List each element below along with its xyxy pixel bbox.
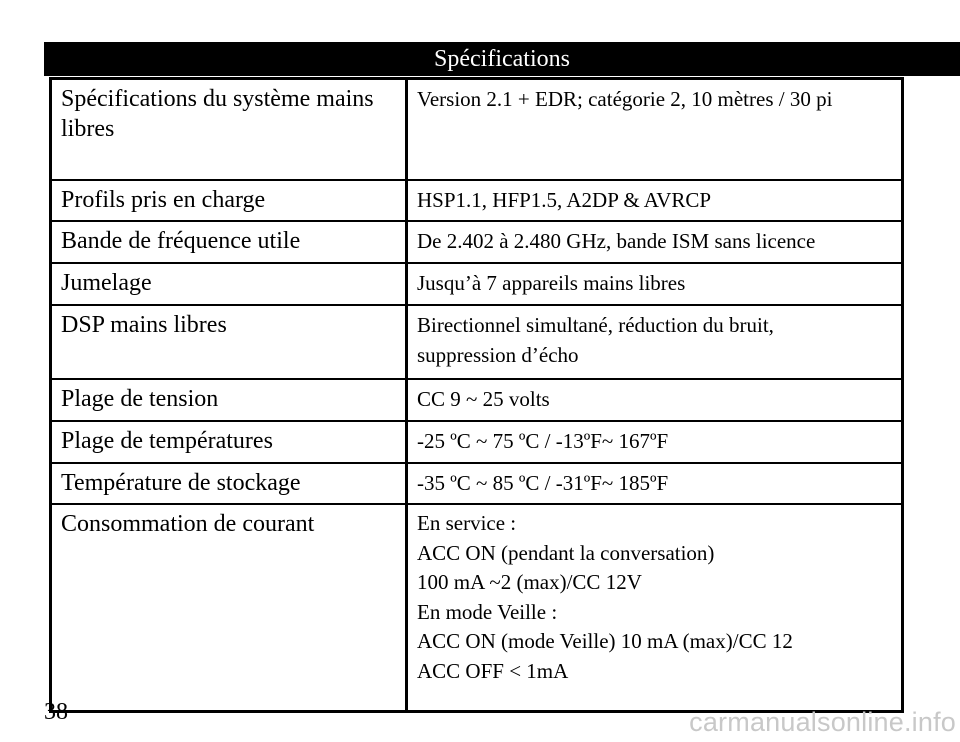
- spec-value: [407, 504, 903, 712]
- table-row: [51, 221, 903, 263]
- spec-value-line: ACC ON (pendant la conversation): [417, 540, 715, 565]
- spec-value-line: ACC OFF < 1mA: [417, 658, 569, 683]
- spec-value: [407, 305, 903, 379]
- spec-value: [407, 221, 903, 263]
- table-row: [51, 305, 903, 379]
- spec-value-line: En service :: [417, 511, 517, 535]
- spec-value-line: ACC ON (mode Veille) 10 mA (max)/CC 12: [417, 629, 793, 653]
- spec-label: [51, 221, 407, 263]
- spec-label-text: DSP mains libres: [61, 312, 227, 338]
- spec-label: [51, 180, 407, 221]
- table-row: [51, 379, 903, 421]
- table-row: [51, 504, 903, 712]
- spec-value-line: Birectionnel simultané, réduction du bruit,: [417, 313, 774, 337]
- table-row: [51, 263, 903, 305]
- table-row: [51, 180, 903, 221]
- spec-value: [407, 463, 903, 504]
- spec-label: [51, 421, 407, 463]
- spec-value: [407, 79, 903, 181]
- spec-value: [407, 421, 903, 463]
- spec-label-text: Profils pris en charge: [61, 187, 266, 213]
- spec-label: [51, 305, 407, 379]
- spec-table: [49, 77, 904, 713]
- table-row: [51, 421, 903, 463]
- spec-label-text: Température de stockage: [61, 470, 301, 496]
- spec-value-line: Jusqu’à 7 appareils mains libres: [417, 271, 686, 295]
- spec-value-line: Version 2.1 + EDR; catégorie 2, 10 mètres / 30 pi: [417, 87, 833, 111]
- watermark: carmanualsonline.info: [689, 707, 956, 737]
- spec-label-text: Plage de tension: [61, 386, 219, 412]
- spec-label-text: Jumelage: [61, 270, 152, 296]
- spec-value-line: En mode Veille :: [417, 599, 558, 624]
- spec-label: [51, 463, 407, 504]
- spec-label-text: Plage de températures: [61, 428, 273, 454]
- spec-value: [407, 379, 903, 421]
- spec-label: [51, 263, 407, 305]
- spec-label-text: Spécifications du système mains libres: [61, 86, 374, 142]
- spec-label: [51, 379, 407, 421]
- page-number: 38: [44, 699, 68, 725]
- spec-label-text: Bande de fréquence utile: [61, 228, 301, 254]
- spec-label: [51, 79, 407, 181]
- spec-value-line: -25 ºC ~ 75 ºC / -13ºF~ 167ºF: [417, 429, 669, 453]
- table-row: [51, 463, 903, 504]
- spec-value-line: HSP1.1, HFP1.5, A2DP & AVRCP: [417, 188, 712, 212]
- spec-value-line: 100 mA ~2 (max)/CC 12V: [417, 570, 642, 594]
- table-row: [51, 79, 903, 181]
- spec-value-line: suppression d’écho: [417, 343, 579, 367]
- spec-label-text: Consommation de courant: [61, 511, 315, 537]
- spec-value-line: De 2.402 à 2.480 GHz, bande ISM sans licence: [417, 229, 816, 253]
- spec-value: [407, 180, 903, 221]
- spec-value-line: -35 ºC ~ 85 ºC / -31ºF~ 185ºF: [417, 471, 669, 495]
- spec-label: [51, 504, 407, 712]
- section-title: Spécifications: [44, 42, 960, 76]
- spec-value: [407, 263, 903, 305]
- spec-value-line: CC 9 ~ 25 volts: [417, 387, 550, 411]
